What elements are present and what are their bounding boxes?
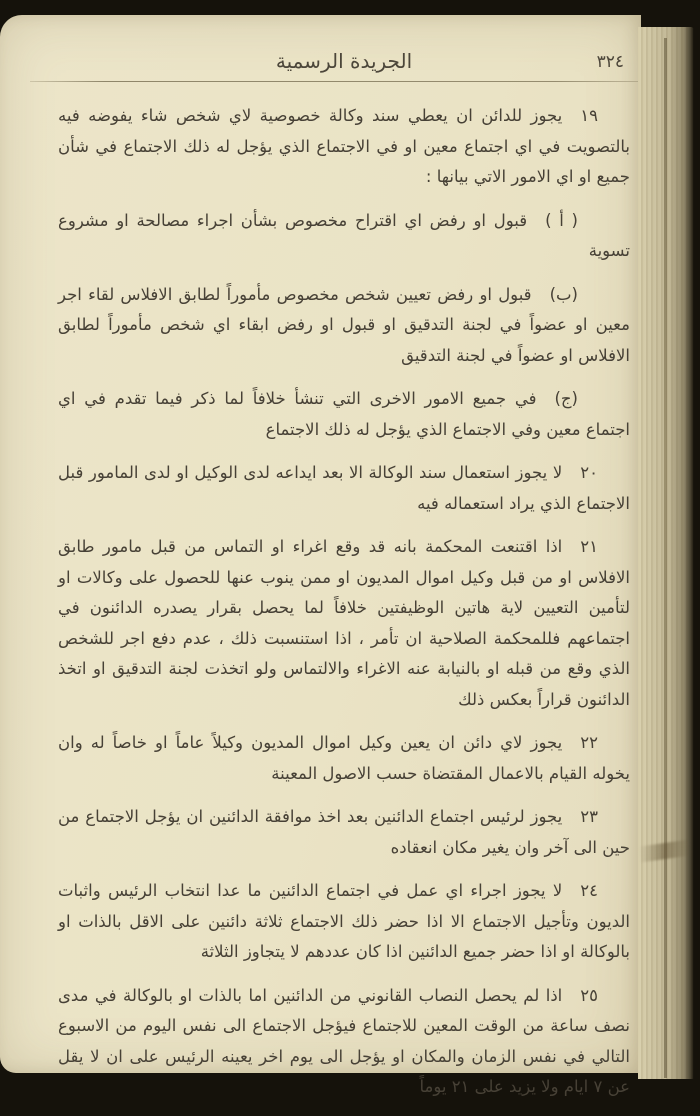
item-letter: (ج)	[554, 389, 578, 408]
item-letter: ( أ )	[545, 210, 578, 230]
paragraph-22	[58, 728, 630, 789]
paragraph-number: ١٩	[580, 106, 598, 125]
paragraph-text: اذا لم يحصل النصاب القانوني من الدائنين اما بالذات او بالوكالة في مدى نصف ساعة من الوقت المعين للاجتماع فيؤجل الاجتماع الى نفس اليوم من الاسبوع التالي في نفس الزمان والمكان او يؤجل الى يوم اخر يعينه الرئيس على ان لا يقل عن ٧ ايام ولا يزيد على ٢١ يوماً	[58, 985, 630, 1096]
paragraph-item-b	[58, 280, 630, 372]
paragraph-text: لا يجوز اجراء اي عمل في اجتماع الدائنين ما عدا انتخاب الرئيس واثبات الديون وتأجيل الاجتماع الا اذا حضر ذلك الاجتماع ثلاثة دائنين على الاقل بالذات او بالوكالة او اذا حضر جميع الدائنين اذا كان عددهم لا يتجاوز الثلاثة	[58, 881, 630, 961]
fore-edge-leaf-line	[664, 38, 667, 1078]
journal-title: الجريدة الرسمية	[275, 49, 413, 73]
page	[0, 15, 641, 1096]
paragraph-number: ٢٠	[580, 463, 598, 482]
page-number: ٣٢٤	[596, 52, 624, 72]
paragraph-number: ٢٤	[580, 881, 598, 900]
paragraph-25	[58, 981, 630, 1103]
paragraph-text: يجوز لرئيس اجتماع الدائنين بعد اخذ موافقة الدائنين ان يؤجل الاجتماع من حين الى آخر وان يغير مكان انعقاده	[58, 807, 630, 857]
paragraph-text: لا يجوز استعمال سند الوكالة الا بعد ايداعه لدى الوكيل او لدى المامور قبل الاجتماع الذي يراد استعماله فيه	[58, 463, 630, 513]
page-content	[58, 101, 630, 1116]
paragraph-item-a	[58, 206, 630, 267]
paragraph-number: ٢٢	[580, 733, 598, 752]
page-header	[58, 49, 630, 79]
header-rule	[30, 81, 648, 82]
paragraph-24	[58, 876, 630, 968]
paragraph-text: قبول او رفض اي اقتراح مخصوص بشأن اجراء مصالحة او مشروع تسوية	[58, 210, 630, 260]
paragraph-text: يجوز للدائن ان يعطي سند وكالة خصوصية لاي شخص شاء يفوضه فيه بالتصويت في اي اجتماع معين او في الاجتماع الذي يؤجل له ذلك الاجتماع في شأن جميع او اي الامور الاتي بيانها :	[58, 106, 630, 186]
paragraph-text: اذا اقتنعت المحكمة بانه قد وقع اغراء او التماس من قبل مامور طابق الافلاس او من قبل وكيل اموال المديون او ممن ينوب عنها للحصول على وكالات او لتأمين التعيين لاية هاتين الوظيفتين خلافاً لما يحصل بقرار يصدره الدائنون في اجتماعهم فللمحكمة الصلاحية ان تأمر ، اذا استنسبت ذلك ، عدم دفع اجر للشخص الذي وقع من قبله او بالنيابة عنه الاغراء والالتماس ولو اتخذت لجنة التدقيق او اتخذ الدائنون قراراً بعكس ذلك	[58, 537, 630, 709]
paragraph-text: في جميع الامور الاخرى التي تنشأ خلافاً لما ذكر فيما تقدم في اي اجتماع معين وفي الاجتماع الذي يؤجل له ذلك الاجتماع	[58, 389, 630, 439]
paragraph-number: ٢٥	[580, 985, 598, 1005]
paragraph-20	[58, 458, 630, 519]
paragraph-text: يجوز لاي دائن ان يعين وكيل اموال المديون وكيلاً عاماً او خاصاً له وان يخوله القيام بالاعمال المقتضاة حسب الاصول المعينة	[58, 733, 630, 783]
item-letter: (ب)	[549, 284, 578, 304]
paragraph-21	[58, 532, 630, 715]
paragraph-number: ٢١	[580, 537, 598, 556]
paragraph-item-j	[58, 384, 630, 445]
paragraph-23	[58, 802, 630, 863]
paragraph-text: قبول او رفض تعيين شخص مخصوص مأموراً لطابق الافلاس لقاء اجر معين او عضواً في لجنة التدقيق او قبول او رفض ابقاء اي شخص مأموراً لطابق الافلاس او عضواً في لجنة التدقيق	[58, 284, 630, 365]
paragraph-19	[58, 101, 630, 193]
paragraph-number: ٢٣	[580, 807, 598, 826]
